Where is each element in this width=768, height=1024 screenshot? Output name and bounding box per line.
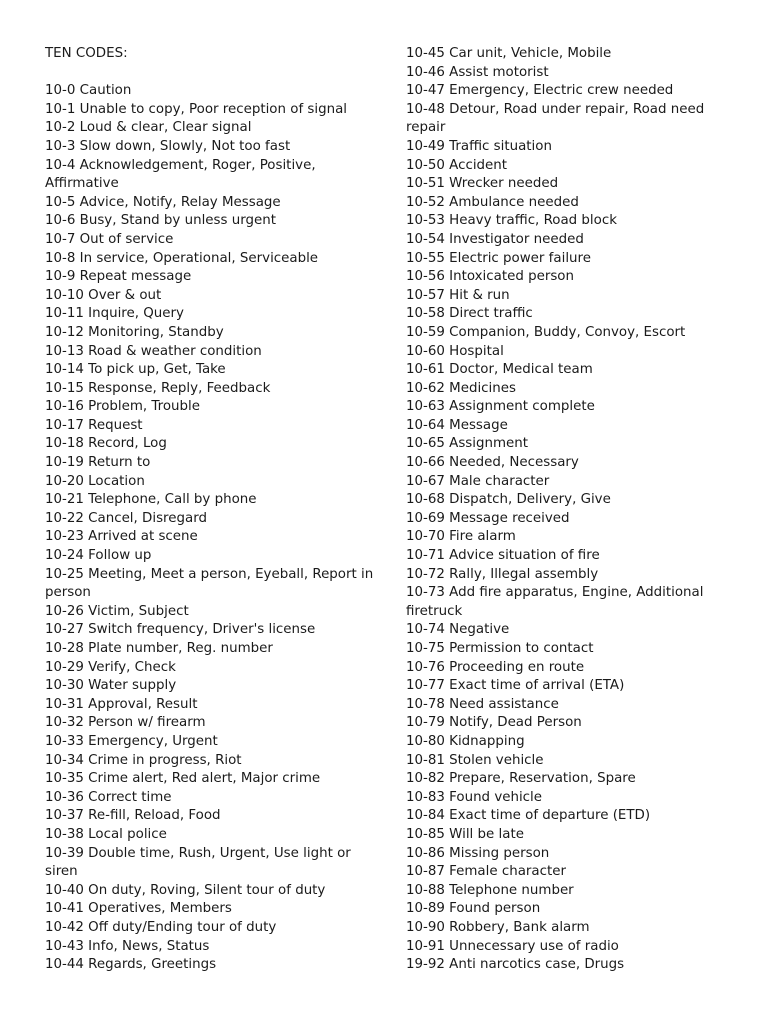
code-entry: 10-35 Crime alert, Red alert, Major crime <box>45 771 321 787</box>
right-code-list <box>406 45 724 975</box>
code-entry: 10-14 To pick up, Get, Take <box>45 362 226 378</box>
code-entry: 10-72 Rally, Illegal assembly <box>406 566 599 582</box>
document-title: TEN CODES: <box>45 46 128 61</box>
code-entry: 10-85 Will be late <box>406 826 524 842</box>
code-entry: 10-78 Need assistance <box>406 696 559 712</box>
code-entry: 10-75 Permission to contact <box>406 641 594 656</box>
code-entry: 10-29 Verify, Check <box>45 659 176 675</box>
code-entry: 10-28 Plate number, Reg. number <box>45 641 273 656</box>
code-entry: 10-66 Needed, Necessary <box>406 455 579 471</box>
code-entry: 10-71 Advice situation of fire <box>406 548 600 564</box>
code-entry: 10-48 Detour, Road under repair, Road need repair <box>406 101 705 136</box>
code-entry: 10-25 Meeting, Meet a person, Eyeball, Report in person <box>45 566 374 601</box>
code-entry: 10-5 Advice, Notify, Relay Message <box>45 194 281 210</box>
code-entry: 10-12 Monitoring, Standby <box>45 324 224 340</box>
code-entry: 10-31 Approval, Result <box>45 696 198 712</box>
code-entry: 10-80 Kidnapping <box>406 733 525 749</box>
code-entry: 10-87 Female character <box>406 864 566 880</box>
code-entry: 10-8 In service, Operational, Serviceable <box>45 250 319 266</box>
code-entry: 10-59 Companion, Buddy, Convoy, Escort <box>406 324 686 340</box>
right-column <box>406 45 724 975</box>
code-entry: 10-38 Local police <box>45 826 167 842</box>
code-entry: 10-3 Slow down, Slowly, Not too fast <box>45 138 291 154</box>
code-entry: 10-9 Repeat message <box>45 269 192 285</box>
code-entry: 10-34 Crime in progress, Riot <box>45 752 242 768</box>
code-entry: 10-44 Regards, Greetings <box>45 957 217 973</box>
code-entry: 19-92 Anti narcotics case, Drugs <box>406 957 625 973</box>
code-entry: 10-6 Busy, Stand by unless urgent <box>45 213 276 229</box>
code-entry: 10-61 Doctor, Medical team <box>406 362 593 378</box>
code-entry: 10-58 Direct traffic <box>406 306 533 322</box>
code-entry: 10-51 Wrecker needed <box>406 176 559 192</box>
code-entry: 10-65 Assignment <box>406 436 529 452</box>
code-entry: 10-37 Re-fill, Reload, Food <box>45 808 221 824</box>
code-entry: 10-55 Electric power failure <box>406 250 591 266</box>
code-entry: 10-91 Unnecessary use of radio <box>406 938 619 954</box>
code-entry: 10-2 Loud & clear, Clear signal <box>45 120 252 136</box>
code-entry: 10-10 Over & out <box>45 287 162 303</box>
code-entry: 10-49 Traffic situation <box>406 138 552 154</box>
code-entry: 10-21 Telephone, Call by phone <box>45 492 257 508</box>
code-entry: 10-88 Telephone number <box>406 882 574 898</box>
code-entry: 10-83 Found vehicle <box>406 789 543 805</box>
code-entry: 10-60 Hospital <box>406 343 504 359</box>
code-entry: 10-77 Exact time of arrival (ETA) <box>406 678 625 694</box>
code-entry: 10-86 Missing person <box>406 845 550 861</box>
left-column <box>45 45 375 975</box>
code-entry: 10-54 Investigator needed <box>406 231 584 247</box>
code-entry: 10-46 Assist motorist <box>406 64 549 80</box>
code-entry: 10-53 Heavy traffic, Road block <box>406 213 617 229</box>
code-entry: 10-17 Request <box>45 417 143 433</box>
code-entry: 10-22 Cancel, Disregard <box>45 510 207 526</box>
code-entry: 10-24 Follow up <box>45 548 152 564</box>
code-entry: 10-32 Person w/ firearm <box>45 715 206 731</box>
code-entry: 10-84 Exact time of departure (ETD) <box>406 808 651 824</box>
code-entry: 10-82 Prepare, Reservation, Spare <box>406 771 636 787</box>
code-entry: 10-26 Victim, Subject <box>45 603 189 619</box>
code-entry: 10-39 Double time, Rush, Urgent, Use light or siren <box>45 845 351 880</box>
code-entry: 10-52 Ambulance needed <box>406 194 579 210</box>
code-entry: 10-42 Off duty/Ending tour of duty <box>45 919 277 935</box>
code-entry: 10-1 Unable to copy, Poor reception of signal <box>45 101 348 117</box>
code-entry: 10-40 On duty, Roving, Silent tour of duty <box>45 882 326 898</box>
code-entry: 10-79 Notify, Dead Person <box>406 715 582 731</box>
code-entry: 10-90 Robbery, Bank alarm <box>406 919 590 935</box>
code-entry: 10-33 Emergency, Urgent <box>45 733 218 749</box>
code-entry: 10-56 Intoxicated person <box>406 269 574 285</box>
code-entry: 10-20 Location <box>45 473 145 489</box>
code-entry: 10-89 Found person <box>406 901 541 917</box>
code-entry: 10-64 Message <box>406 417 508 433</box>
code-entry: 10-7 Out of service <box>45 231 174 247</box>
code-entry: 10-36 Correct time <box>45 789 172 805</box>
code-entry: 10-18 Record, Log <box>45 436 167 452</box>
code-entry: 10-13 Road & weather condition <box>45 343 262 359</box>
code-entry: 10-76 Proceeding en route <box>406 659 585 675</box>
code-entry: 10-70 Fire alarm <box>406 529 516 545</box>
code-entry: 10-50 Accident <box>406 157 508 173</box>
code-entry: 10-47 Emergency, Electric crew needed <box>406 83 674 99</box>
code-entry: 10-63 Assignment complete <box>406 399 595 415</box>
code-entry: 10-74 Negative <box>406 622 510 638</box>
code-entry: 10-0 Caution <box>45 83 132 99</box>
code-entry: 10-69 Message received <box>406 510 570 526</box>
code-entry: 10-16 Problem, Trouble <box>45 399 200 415</box>
left-code-list <box>45 82 375 975</box>
code-entry: 10-43 Info, News, Status <box>45 938 210 954</box>
code-entry: 10-45 Car unit, Vehicle, Mobile <box>406 46 612 61</box>
code-entry: 10-68 Dispatch, Delivery, Give <box>406 492 611 508</box>
code-entry: 10-73 Add fire apparatus, Engine, Additional firetruck <box>406 585 704 619</box>
code-entry: 10-11 Inquire, Query <box>45 306 184 322</box>
code-entry: 10-41 Operatives, Members <box>45 901 232 917</box>
code-entry: 10-4 Acknowledgement, Roger, Positive, Affirmative <box>45 157 316 192</box>
code-entry: 10-67 Male character <box>406 473 550 489</box>
code-entry: 10-27 Switch frequency, Driver's license <box>45 622 316 638</box>
code-entry: 10-30 Water supply <box>45 678 177 694</box>
code-entry: 10-81 Stolen vehicle <box>406 752 544 768</box>
code-entry: 10-62 Medicines <box>406 380 516 396</box>
code-entry: 10-23 Arrived at scene <box>45 529 198 545</box>
code-entry: 10-57 Hit & run <box>406 287 510 303</box>
code-entry: 10-19 Return to <box>45 455 151 471</box>
code-entry: 10-15 Response, Reply, Feedback <box>45 380 271 396</box>
